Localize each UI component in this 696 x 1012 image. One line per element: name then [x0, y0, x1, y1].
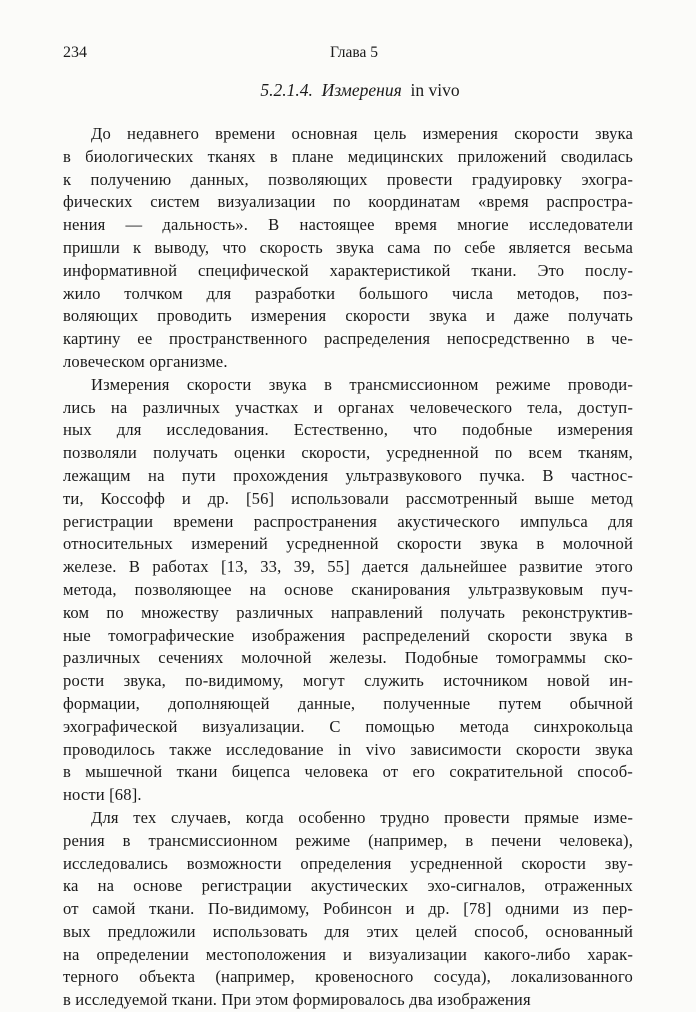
text-line: ком по множеству различных направлений получать реконструктив-: [63, 602, 633, 622]
text-line: картину ее пространственного распределения непосредственно в че-: [63, 329, 633, 349]
text-line: от самой ткани. По-видимому, Робинсон и др. [78] одними из пер-: [63, 899, 633, 919]
text-line: терного объекта (например, кровеносного сосуда), локализованного: [63, 967, 633, 987]
text-line: жило толчком для разработки большого числа методов, поз-: [63, 283, 633, 303]
text-line: железе. В работах [13, 33, 39, 55] дается дальнейшее развитие этого: [63, 557, 633, 577]
text-line: формации, дополняющей данные, полученные путем обычной: [63, 693, 633, 713]
section-title-latin: in vivo: [410, 80, 460, 100]
text-line: исследовались возможности определения усредненной скорости зву-: [63, 853, 633, 873]
text-line: ка на основе регистрации акустических эхо-сигналов, отраженных: [63, 876, 633, 896]
running-title: Глава 5: [329, 44, 379, 61]
text-line: Измерения скорости звука в трансмиссионном режиме проводи-: [91, 374, 633, 394]
paragraph: [63, 123, 633, 374]
text-line: фических систем визуализации по координатам «время распростра-: [63, 192, 633, 212]
page-number: 234: [63, 44, 87, 61]
text-line: лежащим на пути прохождения ультразвукового пучка. В частнос-: [63, 465, 633, 485]
text-line: в исследуемой ткани. При этом формировалось два изображения: [63, 990, 531, 1010]
text-line: ности [68].: [63, 785, 142, 805]
body-text: [63, 123, 633, 1012]
text-line: вых предложили использовать для этих целей способ, основанный: [63, 921, 633, 941]
text-line: позволяли получать оценки скорости, усредненной по всем тканям,: [63, 443, 633, 463]
text-line: рости звука, по-видимому, могут служить источником новой ин-: [63, 671, 633, 691]
section-title-word: Измерения: [321, 80, 402, 100]
text-line: ловеческом организме.: [63, 351, 228, 371]
text-line: лись на различных участках и органах человеческого тела, доступ-: [63, 397, 633, 417]
text-line: воляющих проводить измерения скорости звука и даже получать: [63, 306, 633, 326]
text-line: Для тех случаев, когда особенно трудно провести прямые изме-: [91, 807, 633, 827]
text-line: пришли к выводу, что скорость звука сама по себе является весьма: [63, 237, 633, 257]
text-line: в мышечной ткани бицепса человека от его сократительной способ-: [63, 762, 633, 782]
text-line: ных для исследования. Естественно, что подобные измерения: [63, 420, 633, 440]
paragraph: [63, 374, 633, 807]
page-header: [63, 44, 633, 66]
text-line: информативной специфической характеристикой ткани. Это послу-: [63, 260, 633, 280]
text-line: различных сечениях молочной железы. Подобные томограммы ско-: [63, 648, 633, 668]
section-heading: [63, 80, 633, 101]
text-line: метода, позволяющее на основе сканирования ультразвуковым пуч-: [63, 579, 633, 599]
text-line: нения — дальность». В настоящее время многие исследователи: [63, 215, 633, 235]
text-line: в биологических тканях в плане медицинских приложений сводилась: [63, 146, 633, 166]
text-line: относительных измерений усредненной скорости звука в молочной: [63, 534, 633, 554]
section-number: 5.2.1.4.: [260, 80, 313, 100]
text-line: рения в трансмиссионном режиме (например, в печени человека),: [63, 830, 633, 850]
text-line: регистрации времени распространения акустического импульса для: [63, 511, 633, 531]
text-line: ные томографические изображения распределений скорости звука в: [63, 625, 633, 645]
text-line: ти, Коссофф и др. [56] использовали рассмотренный выше метод: [63, 488, 633, 508]
text-line: к получению данных, позволяющих провести градуировку эхогра-: [63, 169, 633, 189]
text-line: на определении местоположения и визуализации какого-либо харак-: [63, 944, 633, 964]
text-line: проводилось также исследование in vivo зависимости скорости звука: [63, 739, 633, 759]
text-line: До недавнего времени основная цель измерения скорости звука: [91, 124, 633, 143]
paragraph: [63, 807, 633, 1012]
text-line: эхографической визуализации. С помощью метода синхрокольца: [63, 716, 633, 736]
